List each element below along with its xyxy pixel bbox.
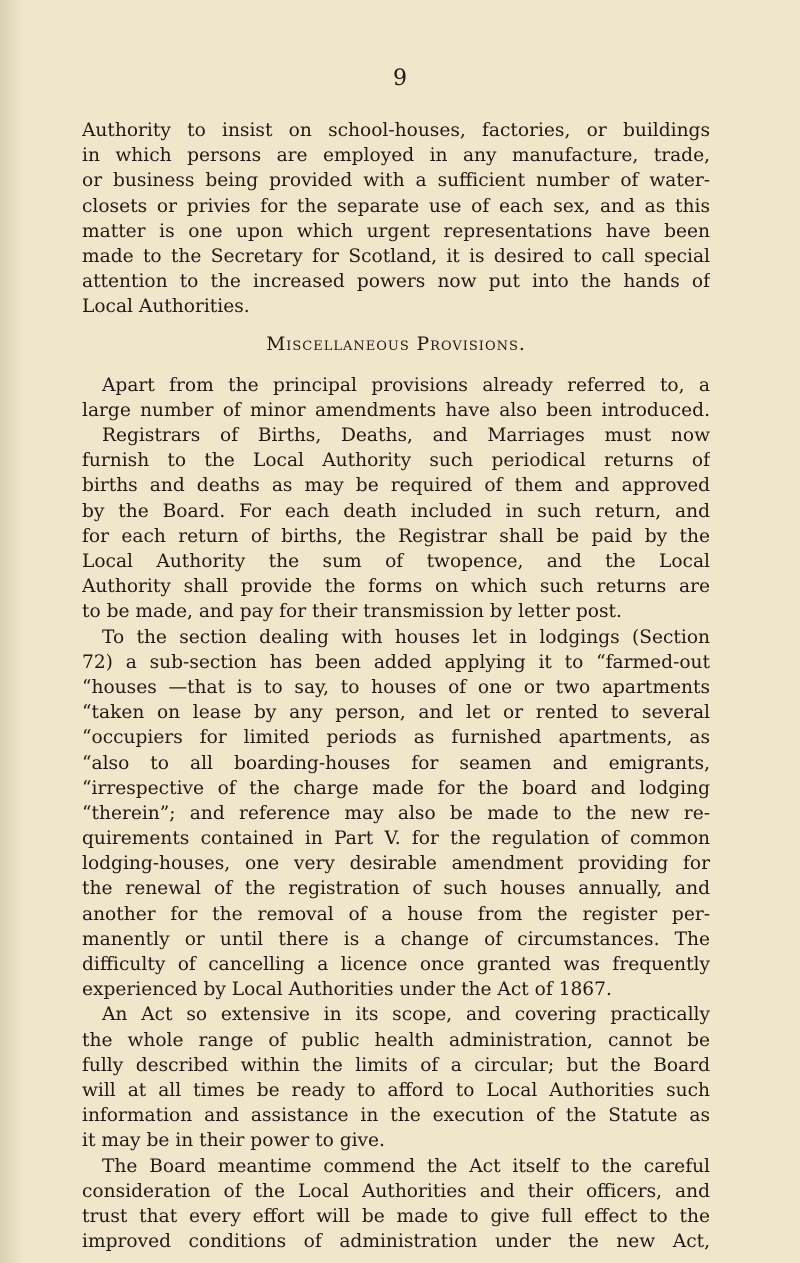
text-line: the renewal of the registration of such houses annually, and (82, 878, 710, 900)
text-line: “therein”; and reference may also be made to the new re- (82, 802, 710, 824)
text-line: quirements contained in Part V. for the regulation of common (82, 828, 710, 850)
text-line: the whole range of public health administration, cannot be (82, 1029, 710, 1051)
text-line: “houses —that is to say, to houses of one or two apartments (82, 676, 710, 698)
paragraph-school-houses (82, 118, 710, 320)
text-line: consideration of the Local Authorities and their officers, and (82, 1180, 710, 1202)
paragraph-lodgings (82, 625, 710, 1003)
text-line: manently or until there is a change of circumstances. The (82, 928, 710, 950)
page-number: 9 (393, 66, 407, 91)
text-line: information and assistance in the execution of the Statute as (82, 1105, 710, 1127)
text-line: in which persons are employed in any manufacture, trade, (82, 145, 710, 167)
text-line: Apart from the principal provisions already referred to, a (102, 374, 710, 396)
text-line: Local Authorities. (82, 296, 250, 318)
text-line: by the Board. For each death included in such return, and (82, 500, 710, 522)
text-line: “occupiers for limited periods as furnished apartments, as (82, 727, 710, 749)
text-line: “also to all boarding-houses for seamen and emigrants, (82, 752, 710, 774)
text-line: improved conditions of administration under the new Act, (82, 1231, 710, 1253)
text-line: births and deaths as may be required of them and approved (82, 475, 710, 497)
text-line: made to the Secretary for Scotland, it is desired to call special (82, 245, 710, 267)
paragraph-commend (82, 1154, 710, 1255)
section-heading: Miscellaneous Provisions. (266, 333, 526, 355)
text-line: 72) a sub-section has been added applying it to “farmed-out (82, 651, 710, 673)
text-line: Local Authority the sum of twopence, and the Local (82, 551, 710, 572)
text-line: The Board meantime commend the Act itself to the careful (102, 1155, 710, 1177)
text-line: Authority to insist on school-houses, factories, or buildings (82, 120, 710, 141)
text-line: to be made, and pay for their transmission by letter post. (82, 601, 622, 623)
text-line: attention to the increased powers now put into the hands of (82, 271, 710, 293)
text-line: large number of minor amendments have also been introduced. (82, 399, 710, 421)
text-line: will at all times be ready to afford to Local Authorities such (82, 1079, 710, 1101)
body-text (82, 118, 710, 1254)
text-line: difficulty of cancelling a licence once granted was frequently (82, 954, 710, 975)
text-line: closets or privies for the separate use of each sex, and as this (82, 195, 710, 217)
text-line: An Act so extensive in its scope, and covering practically (102, 1004, 710, 1026)
text-line: Authority shall provide the forms on which such returns are (82, 576, 710, 598)
text-line: furnish to the Local Authority such periodical returns of (82, 450, 710, 472)
paragraph-minor-amendments (82, 373, 710, 625)
text-line: or business being provided with a sufficient number of water- (82, 170, 710, 192)
text-line: “irrespective of the charge made for the board and lodging (82, 777, 710, 799)
text-line: trust that every effort will be made to give full effect to the (82, 1205, 710, 1227)
text-line: To the section dealing with houses let in lodgings (Section (102, 626, 710, 648)
text-line: “taken on lease by any person, and let or rented to several (82, 702, 710, 724)
text-line: lodging-houses, one very desirable amendment providing for (82, 853, 710, 875)
text-line: another for the removal of a house from the register per- (82, 903, 710, 925)
text-line: fully described within the limits of a circular; but the Board (82, 1054, 710, 1076)
text-line: for each return of births, the Registrar shall be paid by the (82, 525, 710, 547)
paragraph-scope (82, 1002, 710, 1153)
text-line: experienced by Local Authorities under the Act of 1867. (82, 979, 612, 1001)
text-line: matter is one upon which urgent representations have been (82, 220, 710, 242)
text-line: Registrars of Births, Deaths, and Marriages must now (102, 425, 710, 447)
text-line: it may be in their power to give. (82, 1130, 385, 1152)
